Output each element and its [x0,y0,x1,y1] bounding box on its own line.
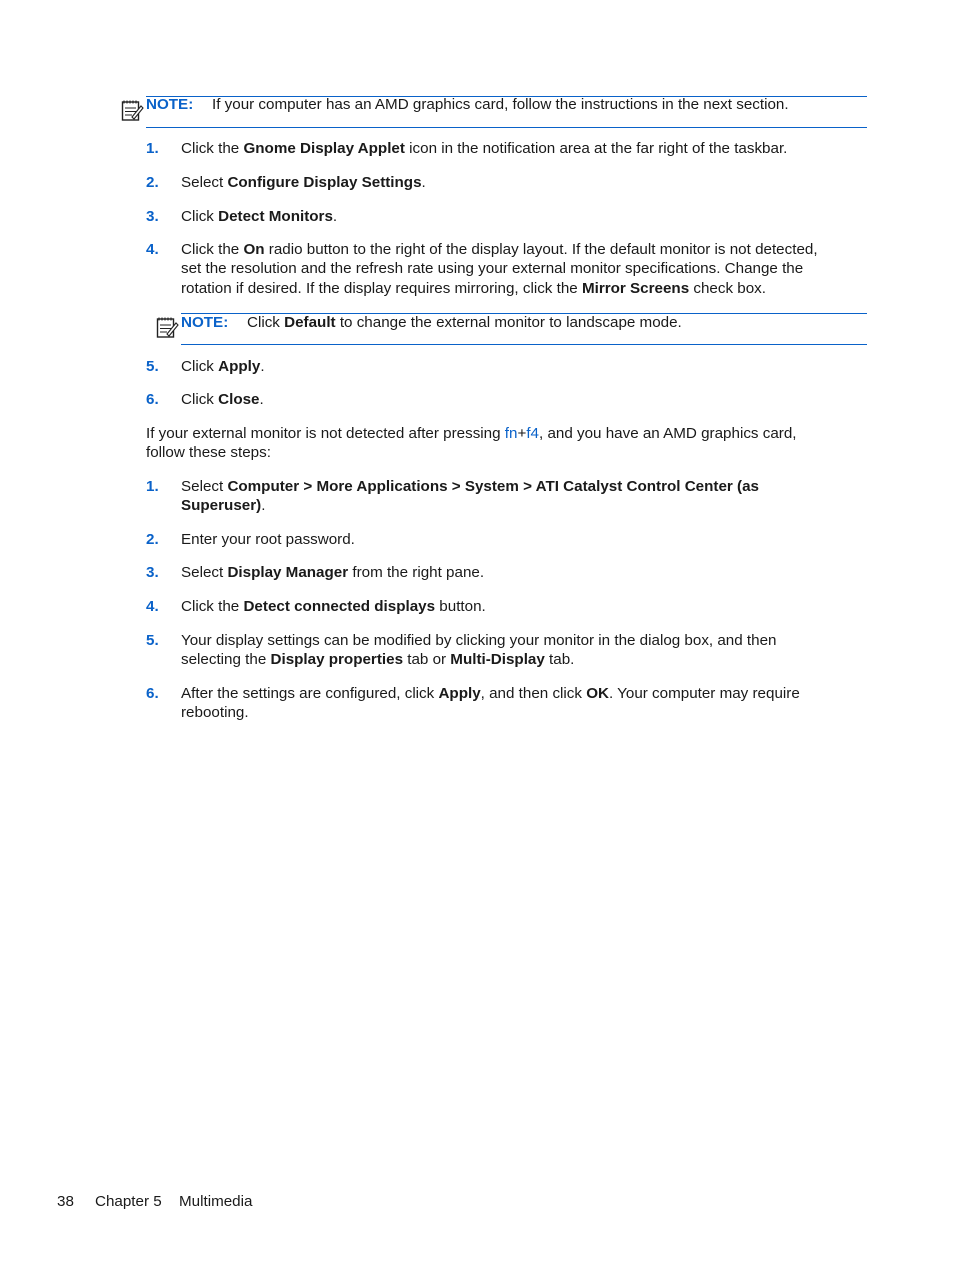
step-text: Click the Detect connected displays button. [181,598,486,615]
note-icon [120,98,144,122]
note-icon [155,315,179,339]
key-fn: fn [504,425,518,442]
step-text: Select Configure Display Settings. [181,174,426,191]
step-text: set the resolution and the refresh rate using your external monitor specifications. Change the [181,260,804,277]
step-number: 6. [146,391,159,408]
step-number: 5. [146,632,159,649]
chapter-label: Chapter 5 [95,1193,162,1210]
step-text: Superuser). [181,497,266,514]
step-text: rebooting. [181,704,249,721]
step-text: Click Apply. [181,358,265,375]
step-text: Click Detect Monitors. [181,208,338,225]
note-label: NOTE: [181,314,229,331]
paragraph-text: If your external monitor is not detected after pressing fn+f4, and you have an AMD graphics card, [146,425,797,442]
step-text: Your display settings can be modified by clicking your monitor in the dialog box, and then [181,632,777,649]
step-text: Click the Gnome Display Applet icon in the notification area at the far right of the taskbar. [181,140,788,157]
step-number: 1. [146,140,159,157]
paragraph-text: follow these steps: [146,444,271,461]
step-text: Enter your root password. [181,531,355,548]
step-text: rotation if desired. If the display requires mirroring, click the Mirror Screens check box. [181,280,766,297]
note-label: NOTE: [146,96,194,113]
page-number: 38 [57,1193,74,1210]
step-text: selecting the Display properties tab or Multi-Display tab. [181,651,575,668]
step-number: 1. [146,478,159,495]
step-number: 2. [146,531,159,548]
chapter-title: Multimedia [179,1193,253,1210]
step-text: Select Display Manager from the right pane. [181,564,485,581]
step-text: Select Computer > More Applications > System > ATI Catalyst Control Center (as [181,478,759,495]
step-number: 4. [146,598,159,615]
step-text: Click Close. [181,391,264,408]
step-number: 5. [146,358,159,375]
step-text: After the settings are configured, click Apply, and then click OK. Your computer may require [181,685,800,702]
step-number: 2. [146,174,159,191]
step-text: Click the On radio button to the right of the display layout. If the default monitor is not detected, [181,241,818,258]
step-number: 4. [146,241,159,258]
step-number: 3. [146,208,159,225]
key-f4: f4 [526,425,539,442]
note-text: Click Default to change the external monitor to landscape mode. [247,314,682,331]
step-number: 3. [146,564,159,581]
note-text: If your computer has an AMD graphics card, follow the instructions in the next section. [212,96,789,113]
step-number: 6. [146,685,159,702]
